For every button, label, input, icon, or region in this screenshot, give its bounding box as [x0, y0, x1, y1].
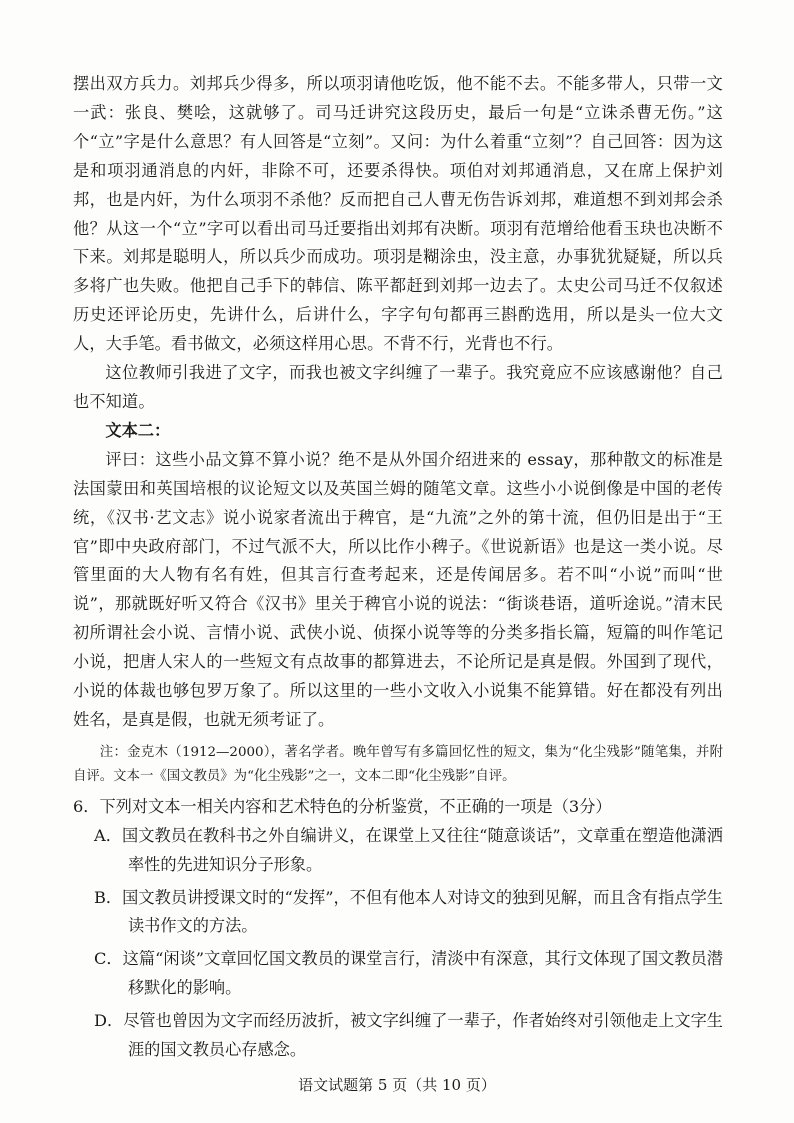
question-6-option-d: D．尽管也曾因为文字而经历波折，被文字纠缠了一辈子，作者始终对引领他走上文字生涯的国文教员心存感念。 [94, 1011, 723, 1060]
text-one-paragraph: 摆出双方兵力。刘邦兵少得多，所以项羽请他吃饭，他不能不去。不能多带人，只带一文一武：张良、樊哙，这就够了。司马迁讲究这段历史，最后一句是“立诛杀曹无伤。”这个“立”字是什么意思？有人回答是“立刻”。又问：为什么着重“立刻”？自己回答：因为这是和项羽通消息的内奸，非除不可，还要杀得快。项伯对刘邦通消息，又在席上保护刘邦，也是内奸，为什么项羽不杀他？反而把自己人曹无伤告诉刘邦，难道想不到刘邦会杀他？从这一个“立”字可以看出司马迁要指出刘邦有决断。项羽有范增给他看玉玦也决断不下来。刘邦是聪明人，所以兵少而成功。项羽是糊涂虫，没主意，办事犹犹疑疑，所以兵多将广也失败。他把自己手下的韩信、陈平都赶到刘邦一边去了。太史公司马迁不仅叙述历史还评论历史，先讲什么，后讲什么，字字句句都再三斟酌选用，所以是头一位大文人，大手笔。看书做文，必须这样用心思。不背不行，光背也不行。 [73, 74, 723, 354]
page-content [73, 70, 723, 1069]
text-one-closing-paragraph: 这位教师引我进了文字，而我也被文字纠缠了一辈子。我究竟应不应该感谢他？自己也不知道。 [73, 363, 723, 411]
text-two-paragraph: 评曰：这些小品文算不算小说？绝不是从外国介绍进来的 essay，那种散文的标准是法国蒙田和英国培根的议论短文以及英国兰姆的随笔文章。这些小小说倒像是中国的老传统，《汉书·艺文志》说小说家者流出于稗官，是“九流”之外的第十流，但仍旧是出于“王官”即中央政府部门，不过气派不大，所以比作小稗子。《世说新语》也是这一类小说。尽管里面的大人物有名有姓，但其言行查考起来，还是传闻居多。若不叫“小说”而叫“世说”，那就既好听又符合《汉书》里关于稗官小说的说法：“街谈巷语，道听途说。”清末民初所谓社会小说、言情小说、武侠小说、侦探小说等等的分类多指长篇，短篇的叫作笔记小说，把唐人宋人的一些短文有点故事的都算进去，不论所记是真是假。外国到了现代，小说的体裁也够包罗万象了。所以这里的一些小文收入小说集不能算错。好在都没有列出姓名，是真是假，也就无须考证了。 [73, 449, 723, 729]
question-6-option-c: C．这篇“闲谈”文章回忆国文教员的课堂言行，清淡中有深意，其行文体现了国文教员潜移默化的影响。 [94, 949, 723, 998]
author-note: 注：金克木（1912—2000），著名学者。晚年曾写有多篇回忆性的短文，集为“化尘残影”随笔集，并附自评。文本一《国文教员》为“化尘残影”之一，文本二即“化尘残影”自评。 [73, 744, 723, 784]
text-two-heading: 文本二： [105, 420, 171, 440]
question-6-stem: 6．下列对文本一相关内容和艺术特色的分析鉴赏，不正确的一项是（3分） [73, 796, 612, 816]
question-6-option-a: A．国文教员在教科书之外自编讲义，在课堂上又往往“随意谈话”，文章重在塑造他潇洒率性的先进知识分子形象。 [94, 825, 723, 874]
page-footer: 语文试题第 5 页（共 10 页） [298, 1076, 496, 1094]
question-6-option-b: B．国文教员讲授课文时的“发挥”，不但有他本人对诗文的独到见解，而且含有指点学生读书作文的方法。 [94, 887, 723, 936]
